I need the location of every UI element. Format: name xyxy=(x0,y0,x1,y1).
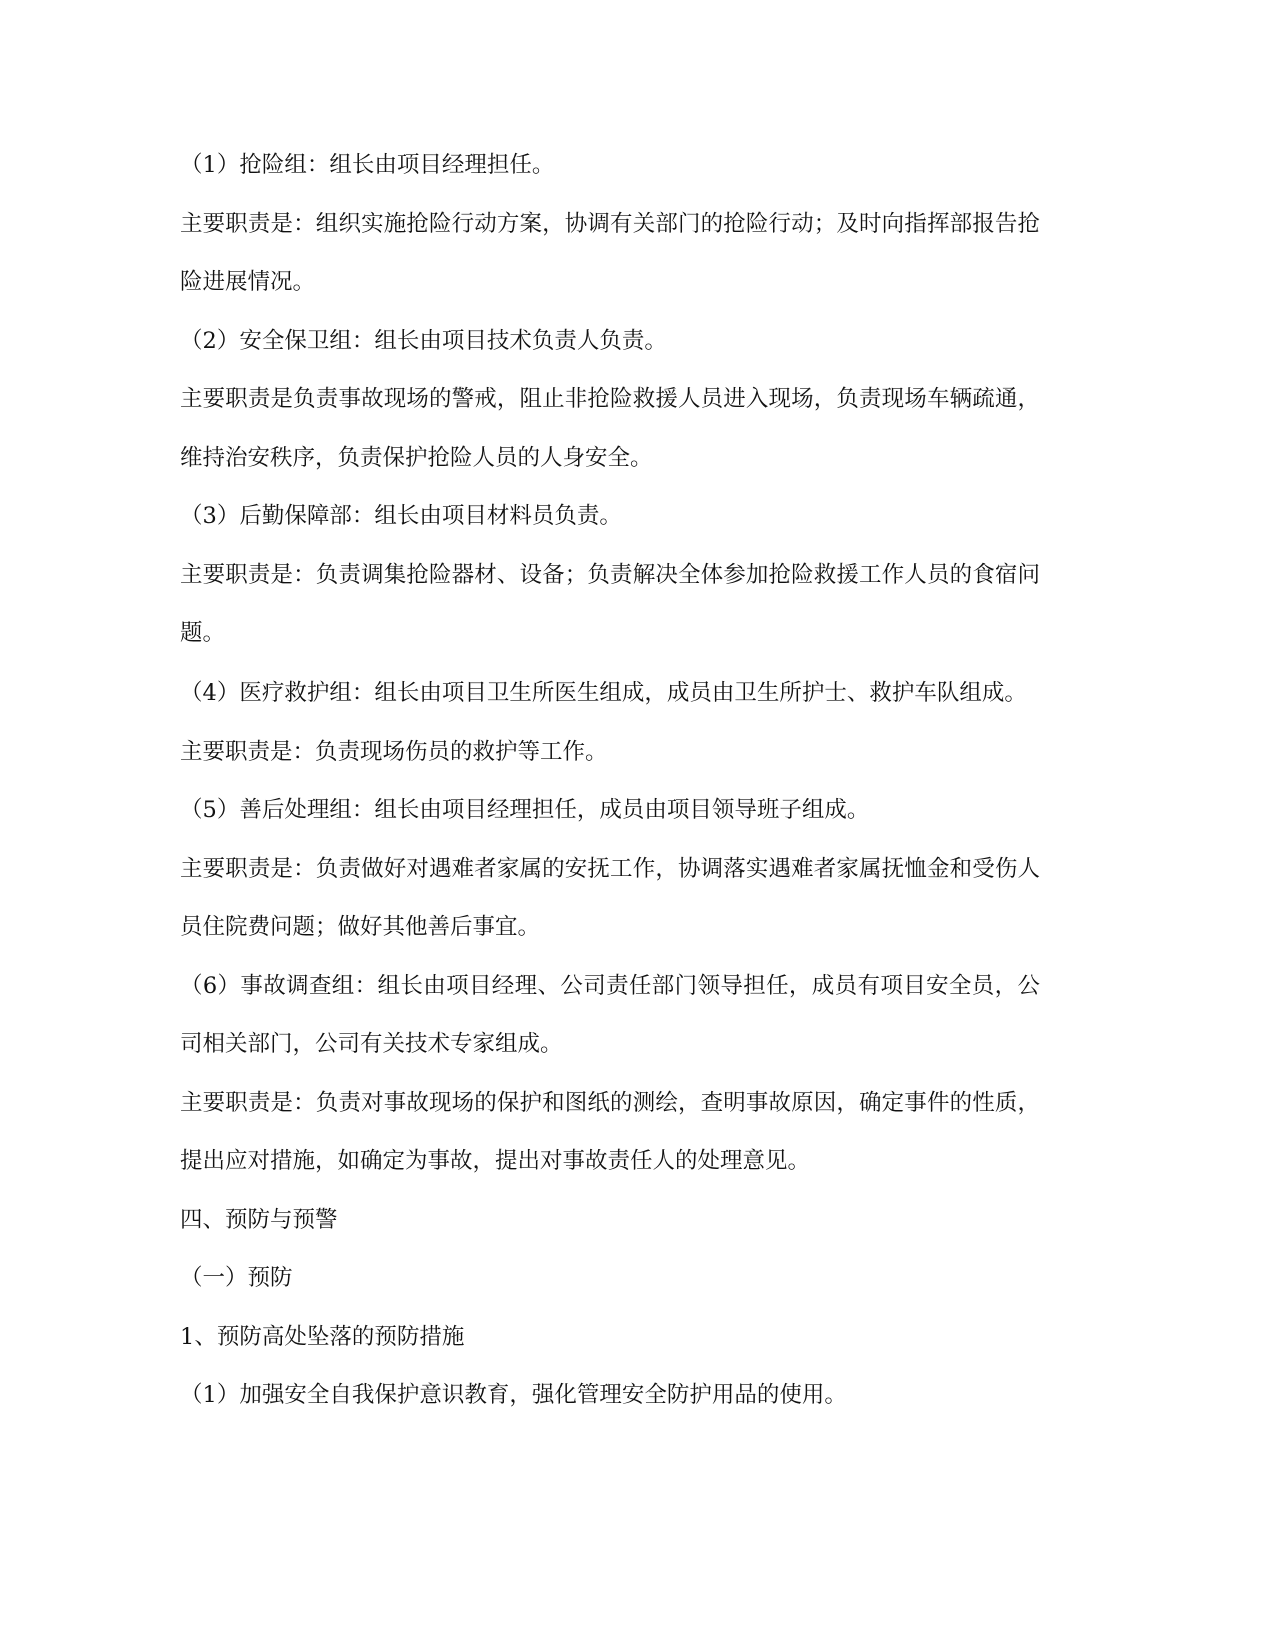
document-page xyxy=(180,136,1040,1425)
paragraph-rescue-duties: 主要职责是：组织实施抢险行动方案，协调有关部门的抢险行动；及时向指挥部报告抢险进展情况。 xyxy=(180,210,1040,295)
paragraph-investigation-group: （6）事故调查组：组长由项目经理、公司责任部门领导担任，成员有项目安全员，公司相关部门，公司有关技术专家组成。 xyxy=(180,972,1040,1057)
paragraph-medical-group: （4）医疗救护组：组长由项目卫生所医生组成，成员由卫生所护士、救护车队组成。 xyxy=(180,679,1027,706)
paragraph-security-group: （2）安全保卫组：组长由项目技术负责人负责。 xyxy=(180,327,667,354)
subsection-heading-prevention: （一）预防 xyxy=(180,1265,293,1291)
item-heading-fall-prevention: 1、预防高处坠落的预防措施 xyxy=(180,1323,465,1350)
paragraph-logistics-duties: 主要职责是：负责调集抢险器材、设备；负责解决全体参加抢险救援工作人员的食宿问题。 xyxy=(180,561,1040,646)
paragraph-fall-prevention-1: （1）加强安全自我保护意识教育，强化管理安全防护用品的使用。 xyxy=(180,1382,847,1408)
paragraph-logistics-group: （3）后勤保障部：组长由项目材料员负责。 xyxy=(180,503,622,529)
paragraph-aftermath-group: （5）善后处理组：组长由项目经理担任，成员由项目领导班子组成。 xyxy=(180,797,870,823)
paragraph-medical-duties: 主要职责是：负责现场伤员的救护等工作。 xyxy=(180,738,608,765)
paragraph-rescue-group: （1）抢险组：组长由项目经理担任。 xyxy=(180,152,555,178)
paragraph-security-duties: 主要职责是负责事故现场的警戒，阻止非抢险救援人员进入现场，负责现场车辆疏通，维持治安秩序，负责保护抢险人员的人身安全。 xyxy=(180,386,1040,471)
paragraph-aftermath-duties: 主要职责是：负责做好对遇难者家属的安抚工作，协调落实遇难者家属抚恤金和受伤人员住院费问题；做好其他善后事宜。 xyxy=(180,855,1040,940)
section-heading-prevention-warning: 四、预防与预警 xyxy=(180,1206,338,1233)
paragraph-investigation-duties: 主要职责是：负责对事故现场的保护和图纸的测绘，查明事故原因，确定事件的性质，提出应对措施，如确定为事故，提出对事故责任人的处理意见。 xyxy=(180,1089,1040,1174)
